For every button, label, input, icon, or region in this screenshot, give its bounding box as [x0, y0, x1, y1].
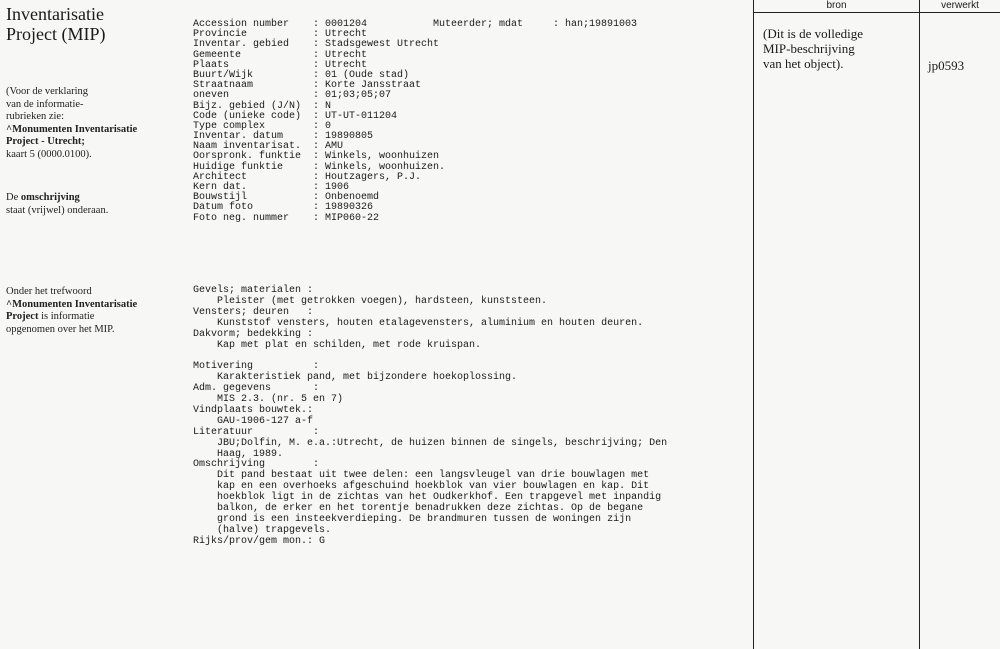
field-label: Architect [193, 171, 248, 183]
verwerkt-cell: jp0593 [928, 58, 965, 73]
field-value: : Onbenoemd [313, 192, 380, 204]
field-list [193, 20, 738, 224]
section-text: GAU-1906-127 a-f [217, 415, 314, 427]
mutator-field: Muteerder; mdat : han;19891003 [433, 19, 638, 30]
section-heading: Literatuur : [193, 426, 320, 438]
field-value: : N [313, 100, 332, 112]
section-text: balkon, de erker en het torentje benadrukken deze zichtas. Op de begane [217, 503, 644, 515]
title-line-1: Inventarisatie [6, 4, 104, 24]
bron-line: (Dit is de volledige [763, 26, 864, 41]
description-note [6, 192, 108, 217]
table-header-rule [753, 12, 1000, 13]
section-heading: Motivering : [193, 361, 320, 373]
column-header-bron: bron [826, 0, 847, 11]
field-label: Kern dat. [193, 182, 248, 193]
section-text: grond is een insteekverdieping. De brandmuren tussen de woningen zijn [217, 514, 632, 526]
section-text: Haag, 1989. [217, 448, 284, 460]
field-label: Naam inventarisat. [193, 141, 302, 153]
field-value: : Winkels, woonhuizen. [313, 161, 446, 173]
section-text: Kunststof vensters, houten etalagevensters, aluminium en houten deuren. [217, 317, 644, 329]
section-text: Kap met plat en schilden, met rode kruispan. [217, 339, 482, 351]
field-value: : MIP060-22 [313, 212, 380, 224]
field-label: Bouwstijl [193, 192, 248, 204]
field-label: Datum foto [193, 202, 254, 214]
note-line: van de informatie- [6, 98, 84, 110]
note-keyword: ^Monumenten Inventarisatie [6, 123, 138, 135]
field-value: : Korte Jansstraat [313, 80, 422, 92]
note-text: is informatie [38, 311, 95, 322]
field-row [193, 163, 738, 173]
field-value: : UT-UT-011204 [313, 110, 398, 122]
section-heading: Omschrijving : [193, 459, 320, 471]
field-row [193, 183, 738, 193]
section-heading: Adm. gegevens : [193, 383, 320, 395]
field-row [193, 214, 738, 224]
note-keyword: Project [6, 311, 39, 322]
field-value: : Utrecht [313, 29, 368, 41]
bron-line: van het object). [763, 56, 844, 71]
field-label: Foto neg. nummer [193, 212, 290, 224]
field-row [193, 91, 738, 101]
field-label: Huidige funktie [193, 161, 284, 173]
field-row [193, 51, 738, 61]
table-divider [919, 0, 920, 649]
field-row [193, 173, 738, 183]
field-row [193, 61, 738, 71]
field-label: Oorspronk. funktie [193, 151, 302, 163]
note-keyword: omschrijving [20, 192, 80, 203]
field-value: : 0001204 [313, 19, 368, 30]
note-keyword: Project - Utrecht; [6, 136, 85, 147]
section-heading: Gevels; materialen : [193, 285, 314, 296]
field-label: Accession number [193, 19, 290, 30]
field-label: Type complex [193, 120, 266, 132]
note-text: De [6, 192, 21, 203]
field-value: : 01;03;05;07 [313, 90, 392, 102]
field-label: Provincie [193, 29, 248, 41]
field-label: Plaats [193, 59, 230, 71]
column-header-verwerkt: verwerkt [941, 0, 979, 11]
field-label: Bijz. gebied (J/N) [193, 100, 302, 112]
field-label: Buurt/Wijk [193, 69, 254, 81]
note-line: staat (vrijwel) onderaan. [6, 204, 109, 216]
note-line: opgenomen over het MIP. [6, 323, 115, 335]
section-text: Pleister (met getrokken voegen), hardsteen, kunststeen. [217, 295, 548, 307]
field-label: Gemeente [193, 49, 242, 61]
note-line: Onder het trefwoord [6, 286, 92, 297]
field-value: : Winkels, woonhuizen [313, 151, 440, 163]
field-value: : Houtzagers, P.J. [313, 171, 422, 183]
field-label: oneven [193, 90, 230, 102]
page-title [6, 4, 105, 44]
note-line: rubrieken zie: [6, 111, 65, 122]
record-fields [193, 20, 738, 224]
table-divider [753, 0, 754, 649]
note-line: (Voor de verklaring [6, 86, 89, 97]
reference-note [6, 86, 137, 161]
field-value: : 1906 [313, 182, 350, 193]
section-text: Dit pand bestaat uit twee delen: een langsvleugel van drie bouwlagen met [217, 470, 650, 482]
note-line: kaart 5 (0000.0100). [6, 148, 92, 160]
field-row [193, 40, 738, 50]
section-text: kap en een overhoeks afgeschuind hoekblok van vier bouwlagen en kap. Dit [217, 481, 650, 493]
field-value: : AMU [313, 141, 344, 153]
field-row [193, 81, 738, 91]
section-text: MIS 2.3. (nr. 5 en 7) [217, 394, 344, 406]
field-row [193, 112, 738, 122]
field-label: Straatnaam [193, 80, 254, 92]
bron-line: MIP-beschrijving [763, 41, 855, 56]
section-heading: Rijks/prov/gem mon.: G [193, 535, 326, 547]
field-value: : 01 (Oude stad) [313, 69, 410, 81]
bron-cell [763, 26, 913, 71]
field-value: : Utrecht [313, 49, 368, 61]
field-value: : 0 [313, 120, 332, 132]
field-label: Inventar. datum [193, 131, 284, 143]
field-label: Code (unieke code) [193, 110, 302, 122]
record-sections [193, 286, 738, 548]
note-keyword: ^Monumenten Inventarisatie [6, 298, 138, 310]
field-row [193, 71, 738, 81]
section-text: hoekblok ligt in de zichtas van het Oudkerkhof. Een trapgevel met inpandig [217, 492, 662, 504]
keyword-note [6, 286, 137, 336]
section-heading: Vindplaats bouwtek.: [193, 404, 314, 416]
field-value: : 19890805 [313, 131, 374, 143]
field-value: : Utrecht [313, 59, 368, 71]
section-heading: Vensters; deuren : [193, 306, 314, 318]
section-text: Karakteristiek pand, met bijzondere hoekoplossing. [217, 372, 518, 384]
field-value: : 19890326 [313, 202, 374, 214]
title-line-2: Project (MIP) [6, 24, 106, 44]
field-row [193, 193, 738, 203]
section-text: (halve) trapgevels. [217, 524, 332, 536]
field-value: : Stadsgewest Utrecht [313, 39, 440, 51]
section-text: JBU;Dolfin, M. e.a.:Utrecht, de huizen binnen de singels, beschrijving; Den [217, 437, 668, 449]
section-heading: Dakvorm; bedekking : [193, 328, 314, 340]
field-label: Inventar. gebied [193, 39, 290, 51]
